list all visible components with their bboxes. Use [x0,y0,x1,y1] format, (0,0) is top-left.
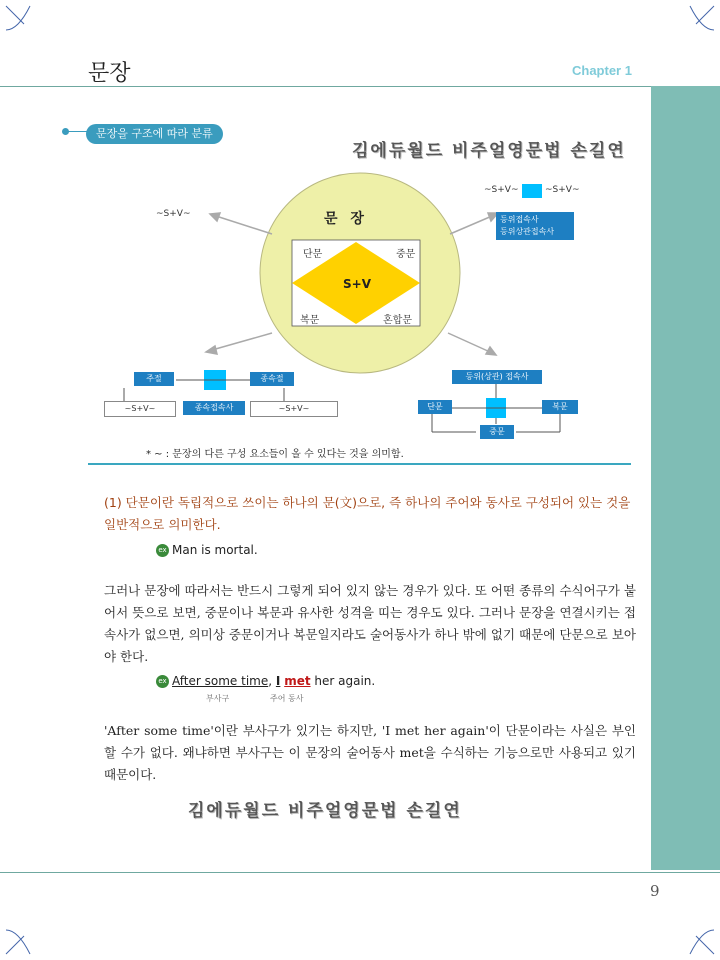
quad-complex: 복문 [300,315,320,326]
complex-right-sv: ~S+V~ [250,401,338,417]
paragraph-3: 'After some time'이란 부사구가 있기는 하지만, 'I met her again'이 단문이라는 사실은 부인할 수가 없다. 왜냐하면 부사구는 이 문장의 술어동사 met을 수식하는 기능으로만 사용되고 있기 때문이다. [104,723,636,782]
center-label: S+V [343,277,371,291]
label-subject-verb: 주어 동사 [270,694,304,703]
example-2-phrase: After some time [172,674,269,688]
compound-connector [522,184,542,198]
pill-dot [62,128,69,135]
quad-compound: 중문 [396,249,416,260]
mixed-bottom-box: 중문 [480,425,514,439]
example-2-verb: met [284,674,311,688]
header-rule [0,86,651,87]
compound-left-sv: ~S+V~ [484,185,519,195]
section-pill: 문장을 구조에 따라 분류 [86,124,223,144]
diagram-note: * ~ : 문장의 다른 구성 요소들이 올 수 있다는 것을 의미함. [146,449,404,460]
side-bar-top [651,86,720,164]
label-adverbial-phrase: 부사구 [206,694,230,703]
corner-ornament-bl [4,926,34,956]
corner-ornament-tl [4,4,34,34]
mixed-left-box: 단문 [418,400,452,414]
mixed-right-box: 복문 [542,400,578,414]
circle-title: 문 장 [324,211,368,227]
complex-sub-box: 종속절 [250,372,294,386]
compound-conj-2: 등위상관접속사 [500,227,555,236]
complex-conj-box: 종속접속사 [183,401,245,415]
example-2-comma: , [268,674,273,688]
simple-sv: ~S+V~ [156,209,191,219]
side-bar-main [651,164,720,870]
corner-ornament-tr [686,4,716,34]
complex-left-sv: ~S+V~ [104,401,176,417]
section-rule [88,463,631,465]
complex-main-box: 주절 [134,372,174,386]
watermark-bottom: 김에듀월드 비주얼영문법 손길연 [188,801,462,821]
page-number: 9 [650,882,660,900]
page-title: 문장 [88,61,131,86]
watermark-top: 김에듀월드 비주얼영문법 손길연 [352,141,626,161]
footer-rule [0,872,720,873]
compound-conj-1: 등위접속사 [500,215,539,224]
paragraph-2: 그러나 문장에 따라서는 반드시 그렇게 되어 있지 않는 경우가 있다. 또 어떤 종류의 수식어구가 붙어서 뜻으로 보면, 중문이나 복문과 유사한 성격을 띠는 경우도 있다. 그러나 문장을 연결시키는 접속사가 없으면, 의미상 중문이거나 복문일지라도 술어동사가 하나 밖에 없기 때문에 단문으로 보아야 한다. [104,583,636,664]
corner-ornament-br [686,926,716,956]
compound-right-sv: ~S+V~ [545,185,580,195]
example-2 [156,674,375,688]
mixed-top-box: 등위(상관) 접속사 [452,370,542,384]
example-1-text: Man is mortal. [172,543,258,557]
example-bullet-icon: ex [156,675,169,688]
paragraph-1: (1) 단문이란 독립적으로 쓰이는 하나의 문(文)으로, 즉 하나의 주어와 동사로 구성되어 있는 것을 일반적으로 의미한다. [104,495,631,532]
example-bullet-icon: ex [156,544,169,557]
quad-simple: 단문 [303,249,323,260]
chapter-label: Chapter 1 [572,63,632,78]
quad-mixed: 혼합문 [383,315,412,326]
example-2-rest: her again. [314,674,376,688]
example-1 [156,543,258,557]
example-2-subject: I [275,674,281,688]
